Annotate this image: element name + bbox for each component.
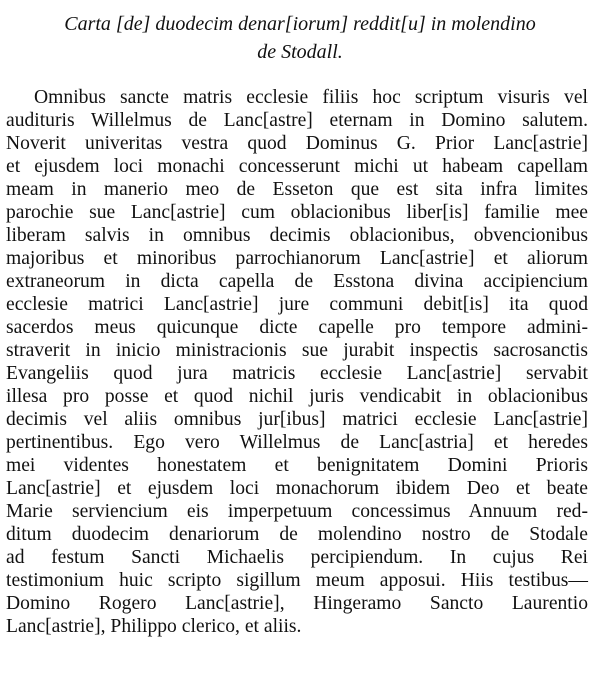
body-line: Omnibus sancte matris ecclesie filiis hoc scriptum visuris vel <box>34 87 588 108</box>
body-line: decimis vel aliis omnibus jur[ibus] matrici ecclesie Lanc[astrie] <box>6 409 588 430</box>
body-line: Lanc[astrie] et ejusdem loci monachorum ibidem Deo et beate <box>6 478 588 499</box>
body-line: Marie serviencium eis imperpetuum concessimus Annuum red- <box>6 501 588 522</box>
body-line: meam in manerio meo de Esseton que est sita infra limites <box>6 179 588 200</box>
body-line: pertinentibus. Ego vero Willelmus de Lanc[astria] et heredes <box>6 432 588 453</box>
body-line: audituris Willelmus de Lanc[astre] eternam in Domino salutem. <box>6 110 588 131</box>
body-line: Evangeliis quod jura matricis ecclesie Lanc[astrie] servabit <box>6 363 588 384</box>
body-line: sacerdos meus quicunque dicte capelle pro tempore admini- <box>6 317 588 338</box>
body-line: Domino Rogero Lanc[astrie], Hingeramo Sancto Laurentio <box>6 593 588 614</box>
body-line: parochie sue Lanc[astrie] cum oblacionibus liber[is] familie mee <box>6 202 588 223</box>
body-line: et ejusdem loci monachi concesserunt michi ut habeam capellam <box>6 156 588 177</box>
body-line: testimonium huic scripto sigillum meum apposui. Hiis testibus— <box>6 570 588 591</box>
body-line: illesa pro posse et quod nichil juris vendicabit in oblacionibus <box>6 386 588 407</box>
charter-title-line-2: de Stodall. <box>257 41 343 63</box>
body-line: extraneorum in dicta capella de Esstona divina accipiencium <box>6 271 588 292</box>
body-line: majoribus et minoribus parrochianorum Lanc[astrie] et aliorum <box>6 248 588 269</box>
body-line: ecclesie matrici Lanc[astrie] jure communi debit[is] ita quod <box>6 294 588 315</box>
body-line: straverit in inicio ministracionis sue jurabit inspectis sacrosanctis <box>6 340 588 361</box>
body-line: ad festum Sancti Michaelis percipiendum. In cujus Rei <box>6 547 588 568</box>
body-line: liberam salvis in omnibus decimis oblacionibus, obvencionibus <box>6 225 588 246</box>
charter-title-line-1: Carta [de] duodecim denar[iorum] reddit[u] in molendino <box>64 13 536 35</box>
body-line: mei videntes honestatem et benignitatem Domini Prioris <box>6 455 588 476</box>
body-line-last: Lanc[astrie], Philippo clerico, et aliis. <box>6 616 302 637</box>
body-line: ditum duodecim denariorum de molendino nostro de Stodale <box>6 524 588 545</box>
body-line: Noverit univeritas vestra quod Dominus G. Prior Lanc[astrie] <box>6 133 588 154</box>
